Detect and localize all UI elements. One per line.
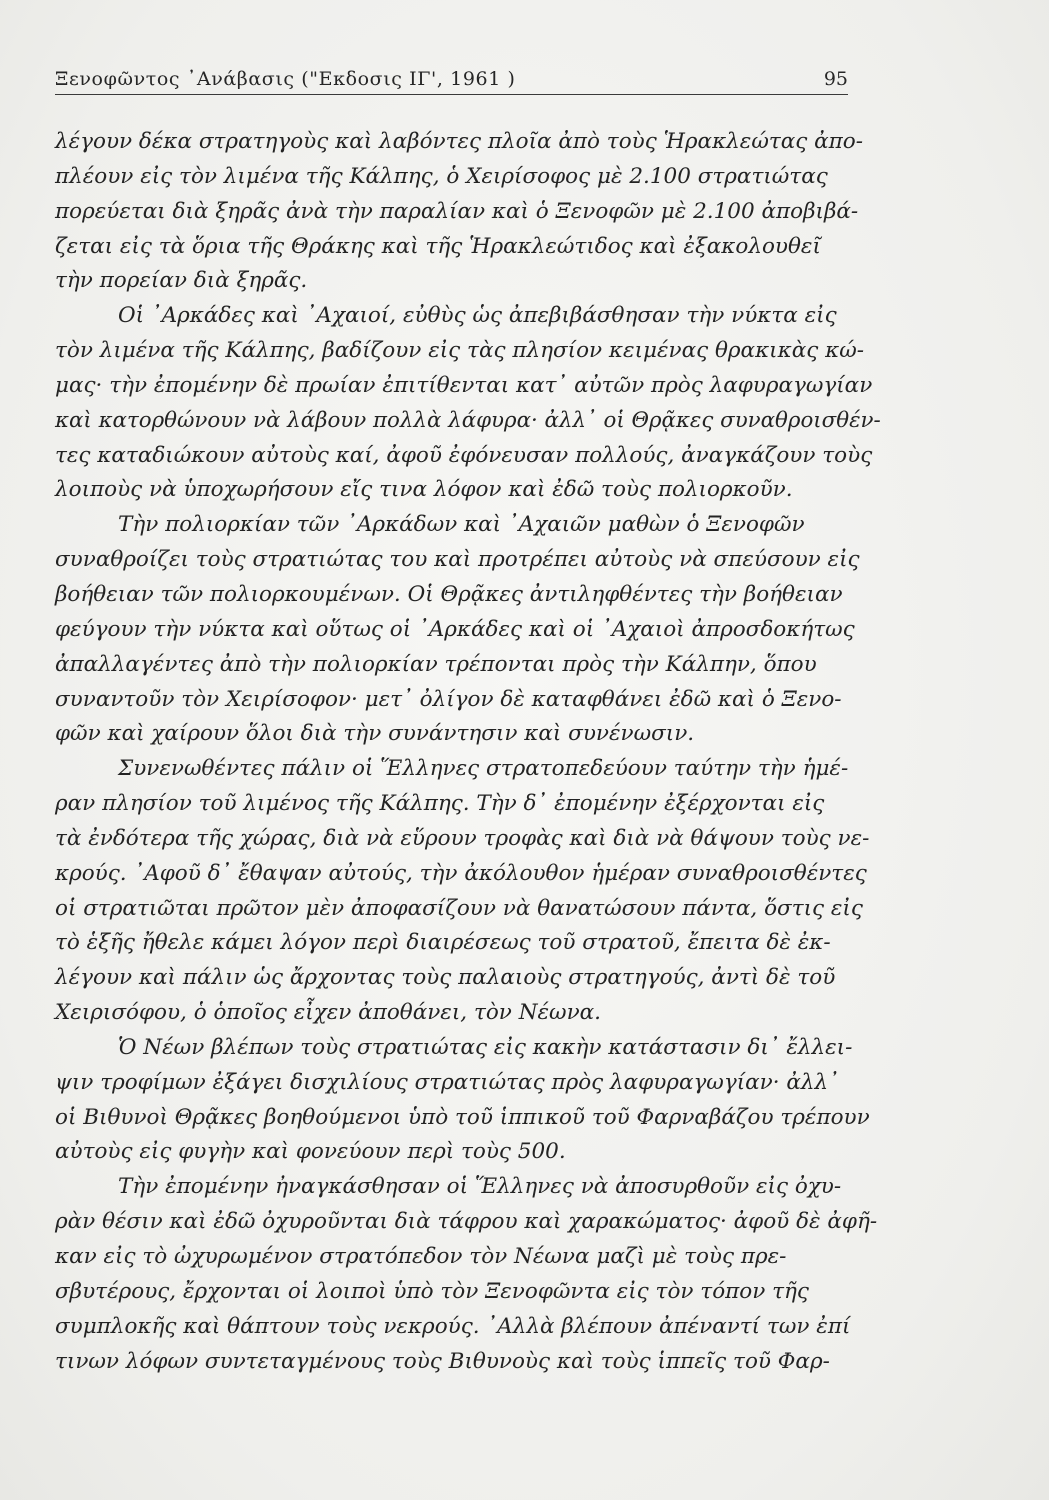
text-line: πορεύεται διὰ ξηρᾶς ἀνὰ τὴν παραλίαν καὶ ὁ Ξενοφῶν μὲ 2.100 ἀποβιβά- bbox=[55, 198, 859, 224]
text-line: Οἱ ᾿Αρκάδες καὶ ᾿Αχαιοί, εὐθὺς ὡς ἀπεβιβάσθησαν τὴν νύκτα εἰς bbox=[118, 303, 837, 329]
text-line: συμπλοκῆς καὶ θάπτουν τοὺς νεκρούς. ᾿Αλλὰ βλέπουν ἀπέναντί των ἐπί bbox=[55, 1313, 851, 1339]
text-line: Τὴν ἐπομένην ἠναγκάσθησαν οἱ Ἕλληνες νὰ ἀποσυρθοῦν εἰς ὀχυ- bbox=[118, 1174, 842, 1200]
text-line: πλέουν εἰς τὸν λιμένα τῆς Κάλπης, ὁ Χειρίσοφος μὲ 2.100 στρατιώτας bbox=[55, 163, 828, 189]
text-line: τὴν πορείαν διὰ ξηρᾶς. bbox=[55, 268, 308, 294]
text-line: λέγουν καὶ πάλιν ὡς ἄρχοντας τοὺς παλαιοὺς στρατηγούς, ἀντὶ δὲ τοῦ bbox=[55, 965, 836, 991]
text-line: ζεται εἰς τὰ ὅρια τῆς Θράκης καὶ τῆς Ἡρακλεώτιδος καὶ ἐξακολουθεῖ bbox=[55, 233, 821, 259]
text-line: φῶν καὶ χαίρουν ὅλοι διὰ τὴν συνάντησιν καὶ συνένωσιν. bbox=[55, 721, 695, 747]
text-line: τὸν λιμένα τῆς Κάλπης, βαδίζουν εἰς τὰς πλησίον κειμένας θρακικὰς κώ- bbox=[55, 338, 864, 364]
text-line: σβυτέρους, ἔρχονται οἱ λοιποὶ ὑπὸ τὸν Ξενοφῶντα εἰς τὸν τόπον τῆς bbox=[55, 1278, 809, 1304]
text-line: τες καταδιώκουν αὐτοὺς καί, ἀφοῦ ἐφόνευσαν πολλούς, ἀναγκάζουν τοὺς bbox=[55, 442, 873, 468]
text-line: καὶ κατορθώνουν νὰ λάβουν πολλὰ λάφυρα· ἀλλ᾿ οἱ Θρᾷκες συναθροισθέν- bbox=[55, 407, 881, 433]
text-line: λοιποὺς νὰ ὑποχωρήσουν εἴς τινα λόφον καὶ ἐδῶ τοὺς πολιορκοῦν. bbox=[55, 477, 793, 503]
text-line: Ὁ Νέων βλέπων τοὺς στρατιώτας εἰς κακὴν κατάστασιν δι᾿ ἔλλει- bbox=[118, 1034, 853, 1060]
text-line: φεύγουν τὴν νύκτα καὶ οὕτως οἱ ᾿Αρκάδες καὶ οἱ ᾿Αχαιοὶ ἀπροσδοκήτως bbox=[55, 616, 855, 642]
body-text bbox=[55, 125, 881, 1379]
text-line: ἀπαλλαγέντες ἀπὸ τὴν πολιορκίαν τρέπονται πρὸς τὴν Κάλπην, ὅπου bbox=[55, 651, 817, 677]
text-line: συναθροίζει τοὺς στρατιώτας του καὶ προτρέπει αὐτοὺς νὰ σπεύσουν εἰς bbox=[55, 547, 860, 573]
page-number: 95 bbox=[823, 68, 848, 90]
text-line: μας· τὴν ἐπομένην δὲ πρωίαν ἐπιτίθενται κατ᾿ αὐτῶν πρὸς λαφυραγωγίαν bbox=[55, 372, 873, 398]
text-line: αὐτοὺς εἰς φυγὴν καὶ φονεύουν περὶ τοὺς 500. bbox=[55, 1139, 566, 1165]
text-line: καν εἰς τὸ ὠχυρωμένον στρατόπεδον τὸν Νέωνα μαζὶ μὲ τοὺς πρε- bbox=[55, 1244, 787, 1269]
text-line: βοήθειαν τῶν πολιορκουμένων. Οἱ Θρᾷκες ἀντιληφθέντες τὴν βοήθειαν bbox=[55, 581, 843, 607]
text-line: κρούς. ᾿Αφοῦ δ᾿ ἔθαψαν αὐτούς, τὴν ἀκόλουθον ἡμέραν συναθροισθέντες bbox=[55, 860, 867, 886]
text-line: Χειρισόφου, ὁ ὁποῖος εἶχεν ἀποθάνει, τὸν Νέωνα. bbox=[55, 1000, 601, 1026]
text-line: ρὰν θέσιν καὶ ἐδῶ ὀχυροῦνται διὰ τάφρου καὶ χαρακώματος· ἀφοῦ δὲ ἀφῆ- bbox=[55, 1209, 878, 1235]
text-line: τὸ ἑξῆς ἤθελε κάμει λόγον περὶ διαιρέσεως τοῦ στρατοῦ, ἔπειτα δὲ ἐκ- bbox=[55, 930, 831, 956]
page-header bbox=[55, 60, 848, 95]
text-line: ραν πλησίον τοῦ λιμένος τῆς Κάλπης. Τὴν δ᾿ ἐπομένην ἐξέρχονται εἰς bbox=[55, 791, 825, 817]
text-line: οἱ Βιθυνοὶ Θρᾷκες βοηθούμενοι ὑπὸ τοῦ ἱππικοῦ τοῦ Φαρναβάζου τρέπουν bbox=[55, 1104, 870, 1130]
running-title: Ξενοφῶντος ᾿Ανάβασις ("Εκδοσις ΙΓ', 1961 ) bbox=[55, 68, 516, 90]
text-line: Τὴν πολιορκίαν τῶν ᾿Αρκάδων καὶ ᾿Αχαιῶν μαθὼν ὁ Ξενοφῶν bbox=[118, 512, 805, 538]
text-line: οἱ στρατιῶται πρῶτον μὲν ἀποφασίζουν νὰ θανατώσουν πάντα, ὅστις εἰς bbox=[55, 895, 863, 921]
text-line: τὰ ἐνδότερα τῆς χώρας, διὰ νὰ εὕρουν τροφὰς καὶ διὰ νὰ θάψουν τοὺς νε- bbox=[55, 825, 870, 851]
text-line: τινων λόφων συντεταγμένους τοὺς Βιθυνοὺς καὶ τοὺς ἱππεῖς τοῦ Φαρ- bbox=[55, 1348, 830, 1374]
text-line: λέγουν δέκα στρατηγοὺς καὶ λαβόντες πλοῖα ἀπὸ τοὺς Ἡρακλεώτας ἀπο- bbox=[55, 129, 864, 154]
text-line: Συνενωθέντες πάλιν οἱ Ἕλληνες στρατοπεδεύουν ταύτην τὴν ἡμέ- bbox=[118, 756, 849, 782]
text-line: ψιν τροφίμων ἐξάγει δισχιλίους στρατιώτας πρὸς λαφυραγωγίαν· ἀλλ᾿ bbox=[55, 1069, 839, 1095]
text-line: συναντοῦν τὸν Χειρίσοφον· μετ᾿ ὀλίγον δὲ καταφθάνει ἐδῶ καὶ ὁ Ξενο- bbox=[55, 686, 842, 712]
